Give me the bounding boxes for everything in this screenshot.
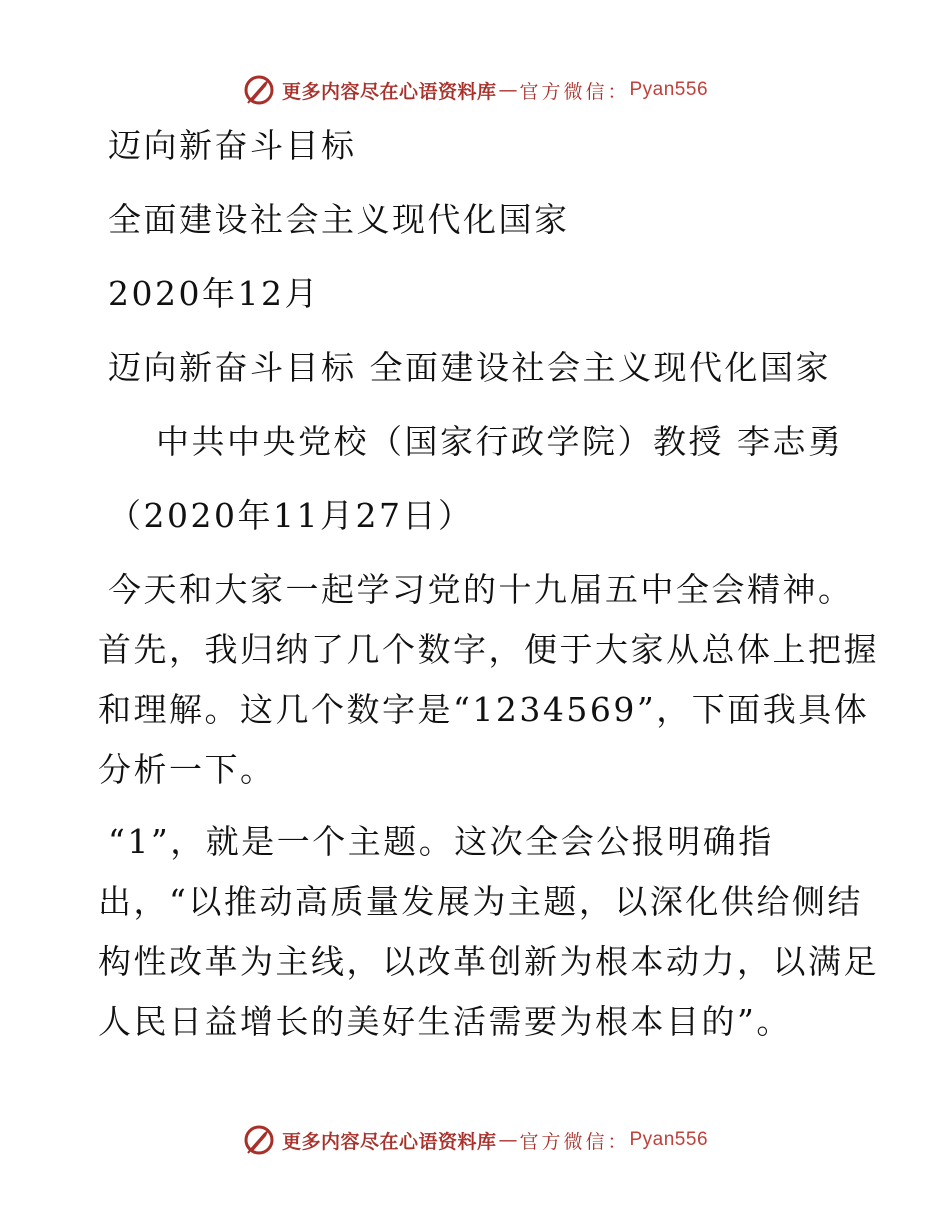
watermark-wechat-id: Pyan556 bbox=[629, 1129, 709, 1150]
paragraph-2-line: 构性改革为主线，以改革创新为根本动力，以满足 bbox=[98, 942, 879, 981]
pen-logo-icon bbox=[242, 1123, 276, 1157]
paragraph-1-line: 分析一下。 bbox=[98, 750, 276, 789]
watermark-dash: — bbox=[498, 79, 518, 101]
watermark-sub-text: 官方微信： bbox=[519, 80, 630, 103]
paragraph-1-line: 今天和大家一起学习党的十九届五中全会精神。 bbox=[108, 570, 854, 609]
paragraph-1-line: 和理解。这几个数字是“1234569”，下面我具体 bbox=[98, 690, 870, 729]
doc-title-line-2: 全面建设社会主义现代化国家 bbox=[108, 200, 570, 239]
doc-date: 2020年12月 bbox=[108, 274, 320, 313]
doc-speech-date: （2020年11月27日） bbox=[108, 496, 474, 535]
doc-author: 中共中央党校（国家行政学院）教授 李志勇 bbox=[156, 422, 844, 461]
paragraph-2-line: 人民日益增长的美好生活需要为根本目的”。 bbox=[98, 1002, 792, 1041]
doc-title-line-1: 迈向新奋斗目标 bbox=[108, 126, 357, 165]
doc-heading: 迈向新奋斗目标 全面建设社会主义现代化国家 bbox=[108, 348, 831, 387]
watermark-main-text: 更多内容尽在心语资料库 bbox=[281, 1130, 497, 1153]
paragraph-2-line: “1”，就是一个主题。这次全会公报明确指 bbox=[108, 822, 774, 861]
watermark-wechat-id: Pyan556 bbox=[629, 79, 709, 100]
paragraph-2-line: 出，“以推动高质量发展为主题，以深化供给侧结 bbox=[98, 882, 863, 921]
paragraph-1-line: 首先，我归纳了几个数字，便于大家从总体上把握 bbox=[98, 630, 879, 669]
watermark-sub-text: 官方微信： bbox=[519, 1130, 630, 1153]
footer-watermark bbox=[0, 1120, 950, 1160]
pen-logo-icon bbox=[242, 73, 276, 107]
header-watermark bbox=[0, 70, 950, 110]
watermark-main-text: 更多内容尽在心语资料库 bbox=[281, 80, 497, 103]
watermark-dash: — bbox=[498, 1129, 518, 1151]
